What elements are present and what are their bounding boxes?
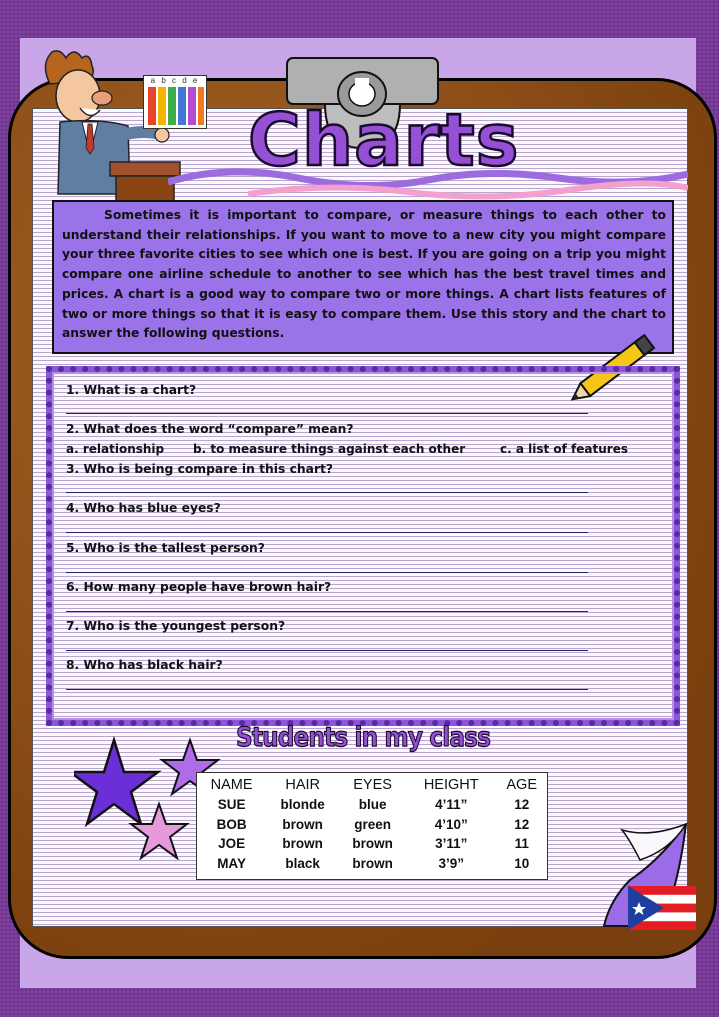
answer-line-6 bbox=[66, 611, 588, 612]
cell: MAY bbox=[217, 855, 246, 871]
option-c: c. a list of features bbox=[500, 442, 628, 456]
col-header: HAIR bbox=[285, 777, 320, 793]
cell: 3’9” bbox=[438, 855, 464, 871]
col-header: EYES bbox=[353, 777, 392, 793]
cell: BOB bbox=[216, 816, 247, 832]
cell: blonde bbox=[280, 797, 325, 813]
puerto-rico-flag-icon bbox=[628, 886, 696, 930]
cell: brown bbox=[282, 816, 323, 832]
intro-text: Sometimes it is important to compare, or measure things to each other to understand their relationships. If you want to move to a new city you might compare your three favorite cities to see which one is best. If you are going on a trip you might compare one airline schedule to another to see which has the best travel times and prices. A chart is a good way to compare two or more things. A chart lists features of two or more things so that it is easy to compare them. Use this story and the chart to answer the following questions. bbox=[62, 208, 666, 341]
star-icon bbox=[74, 740, 158, 824]
cell: 4’11” bbox=[435, 797, 468, 813]
question-6: 6. How many people have brown hair? bbox=[66, 580, 332, 594]
question-8: 8. Who has black hair? bbox=[66, 658, 223, 672]
chart-label: a b c d e bbox=[150, 76, 200, 85]
table-row bbox=[197, 795, 547, 815]
cell: black bbox=[285, 855, 320, 871]
cell: brown bbox=[352, 836, 393, 852]
cell: 11 bbox=[514, 836, 529, 852]
answer-line-4 bbox=[66, 532, 588, 533]
table-row bbox=[197, 834, 547, 854]
col-header: HEIGHT bbox=[423, 777, 479, 793]
option-a: a. relationship bbox=[66, 442, 165, 456]
question-5: 5. Who is the tallest person? bbox=[66, 541, 265, 555]
chart-board-icon bbox=[143, 75, 207, 129]
cell: blue bbox=[358, 797, 387, 813]
table-row bbox=[197, 854, 547, 874]
table-header-row bbox=[197, 776, 547, 795]
question-1: 1. What is a chart? bbox=[66, 383, 197, 397]
answer-line-5 bbox=[66, 572, 588, 573]
question-3: 3. Who is being compare in this chart? bbox=[66, 462, 334, 476]
cell: 10 bbox=[514, 855, 530, 871]
cell: brown bbox=[352, 855, 393, 871]
question-2: 2. What does the word “compare” mean? bbox=[66, 422, 354, 436]
answer-line-8 bbox=[66, 689, 588, 690]
page-title: Charts bbox=[248, 98, 520, 182]
cell: SUE bbox=[217, 797, 246, 813]
star-icon bbox=[131, 804, 187, 858]
col-header: NAME bbox=[210, 777, 253, 793]
answer-line-1 bbox=[66, 413, 588, 414]
question-7: 7. Who is the youngest person? bbox=[66, 619, 286, 633]
answer-line-3 bbox=[66, 492, 588, 493]
answer-line-7 bbox=[66, 650, 588, 651]
col-header: AGE bbox=[506, 777, 538, 793]
cell: green bbox=[354, 816, 391, 832]
cell: 12 bbox=[514, 816, 530, 832]
cell: JOE bbox=[218, 836, 246, 852]
cell: 12 bbox=[514, 797, 530, 813]
cell: 3’11” bbox=[435, 836, 468, 852]
students-table bbox=[196, 772, 548, 880]
cell: brown bbox=[282, 836, 323, 852]
option-b: b. to measure things against each other bbox=[193, 442, 466, 456]
table-row bbox=[197, 815, 547, 835]
cell: 4’10” bbox=[434, 816, 468, 832]
question-4: 4. Who has blue eyes? bbox=[66, 501, 221, 515]
table-title: Students in my class bbox=[236, 722, 491, 753]
